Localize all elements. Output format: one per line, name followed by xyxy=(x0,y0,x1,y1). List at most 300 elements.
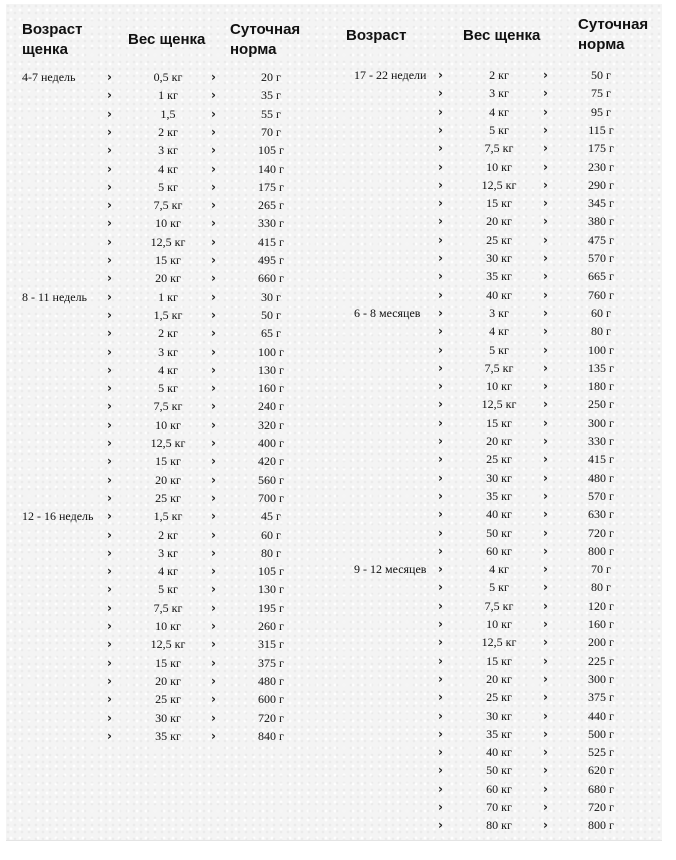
table-row xyxy=(0,395,676,413)
chevron-right-icon: › xyxy=(211,70,216,84)
chevron-right-icon: › xyxy=(438,141,443,156)
table-row xyxy=(0,341,676,359)
age-cell: 17 - 22 недели xyxy=(354,68,427,82)
weight-cell: 2 кг xyxy=(489,68,509,82)
right-header-norm-line2: норма xyxy=(578,36,625,53)
table-row xyxy=(0,249,676,267)
norm-cell: 130 г xyxy=(258,362,284,377)
chevron-right-icon: › xyxy=(107,490,112,505)
chevron-right-icon: › xyxy=(211,728,216,743)
chevron-right-icon: › xyxy=(543,214,548,229)
norm-cell: 500 г xyxy=(588,726,614,741)
chevron-right-icon: › xyxy=(107,619,112,633)
table-row xyxy=(0,688,676,706)
norm-cell: 570 г xyxy=(588,251,614,265)
table-row xyxy=(0,578,676,596)
norm-cell: 140 г xyxy=(258,161,284,176)
weight-cell: 2 кг xyxy=(158,326,178,341)
table-row xyxy=(0,798,676,816)
chevron-right-icon: › xyxy=(107,582,112,597)
weight-cell: 2 кг xyxy=(158,124,178,139)
norm-cell: 665 г xyxy=(588,269,614,284)
weight-cell: 50 кг xyxy=(486,763,512,778)
chevron-right-icon: › xyxy=(543,562,548,577)
norm-cell: 100 г xyxy=(258,344,284,359)
chevron-right-icon: › xyxy=(543,232,548,247)
table-row xyxy=(0,212,676,230)
table-row xyxy=(0,505,676,523)
norm-cell: 840 г xyxy=(258,728,284,743)
chevron-right-icon: › xyxy=(543,653,548,668)
chevron-right-icon: › xyxy=(211,454,216,469)
chevron-right-icon: › xyxy=(438,86,443,101)
table-row xyxy=(0,816,676,834)
chevron-right-icon: › xyxy=(543,269,548,284)
chevron-right-icon: › xyxy=(438,269,443,284)
chevron-right-icon: › xyxy=(438,196,443,211)
chevron-right-icon: › xyxy=(438,708,443,723)
norm-cell: 600 г xyxy=(258,692,284,707)
norm-cell: 180 г xyxy=(588,379,614,394)
weight-cell: 1,5 xyxy=(160,106,176,121)
norm-cell: 50 г xyxy=(261,307,281,322)
chevron-right-icon: › xyxy=(107,673,112,688)
chevron-right-icon: › xyxy=(211,326,216,341)
norm-cell: 95 г xyxy=(591,104,611,119)
chevron-right-icon: › xyxy=(438,68,443,82)
table-row xyxy=(0,633,676,651)
norm-cell: 60 г xyxy=(591,305,611,320)
weight-cell: 40 кг xyxy=(486,287,512,302)
right-header-weight: Вес щенка xyxy=(463,27,541,44)
chevron-right-icon: › xyxy=(543,452,548,467)
chevron-right-icon: › xyxy=(543,818,548,833)
chevron-right-icon: › xyxy=(107,655,112,670)
norm-cell: 115 г xyxy=(588,122,614,137)
norm-cell: 375 г xyxy=(588,690,614,705)
weight-cell: 25 кг xyxy=(486,452,512,467)
weight-cell: 15 кг xyxy=(155,454,181,469)
chevron-right-icon: › xyxy=(543,434,548,448)
weight-cell: 1,5 кг xyxy=(153,307,183,322)
table-row xyxy=(0,139,676,157)
chevron-right-icon: › xyxy=(211,362,216,377)
norm-cell: 315 г xyxy=(258,637,284,652)
chevron-right-icon: › xyxy=(543,324,548,339)
right-header-age: Возраст xyxy=(346,27,407,44)
chevron-right-icon: › xyxy=(438,653,443,668)
weight-cell: 4 кг xyxy=(158,161,178,176)
weight-cell: 12,5 кг xyxy=(150,436,186,450)
table-row xyxy=(0,286,676,304)
chevron-right-icon: › xyxy=(543,543,548,558)
chevron-right-icon: › xyxy=(211,198,216,213)
norm-cell: 330 г xyxy=(258,216,284,231)
age-cell: 12 - 16 недель xyxy=(22,509,94,524)
weight-cell: 4 кг xyxy=(489,324,509,339)
norm-cell: 400 г xyxy=(258,436,284,450)
chevron-right-icon: › xyxy=(438,177,443,192)
norm-cell: 475 г xyxy=(588,232,614,247)
chevron-right-icon: › xyxy=(211,417,216,432)
chevron-right-icon: › xyxy=(438,763,443,778)
chevron-right-icon: › xyxy=(107,362,112,377)
table-row xyxy=(0,194,676,212)
norm-cell: 420 г xyxy=(258,454,284,469)
chevron-right-icon: › xyxy=(438,671,443,686)
chevron-right-icon: › xyxy=(107,289,112,304)
norm-cell: 160 г xyxy=(258,381,284,396)
chevron-right-icon: › xyxy=(438,617,443,631)
chevron-right-icon: › xyxy=(211,289,216,304)
table-row xyxy=(0,103,676,121)
chevron-right-icon: › xyxy=(107,70,112,84)
chevron-right-icon: › xyxy=(107,399,112,414)
table-row xyxy=(0,121,676,139)
weight-cell: 10 кг xyxy=(486,159,512,174)
chevron-right-icon: › xyxy=(438,635,443,650)
table-row xyxy=(0,560,676,578)
chevron-right-icon: › xyxy=(211,710,216,725)
chevron-right-icon: › xyxy=(543,617,548,631)
weight-cell: 7,5 кг xyxy=(484,360,514,375)
table-row xyxy=(0,231,676,249)
norm-cell: 30 г xyxy=(261,289,281,304)
chevron-right-icon: › xyxy=(107,143,112,158)
weight-cell: 40 кг xyxy=(486,745,512,760)
chevron-right-icon: › xyxy=(438,470,443,485)
norm-cell: 800 г xyxy=(588,818,614,833)
chevron-right-icon: › xyxy=(107,545,112,560)
weight-cell: 3 кг xyxy=(158,545,178,560)
chevron-right-icon: › xyxy=(211,527,216,542)
weight-cell: 7,5 кг xyxy=(484,141,514,156)
table-row xyxy=(0,597,676,615)
weight-cell: 50 кг xyxy=(486,525,512,540)
weight-cell: 60 кг xyxy=(486,543,512,558)
chevron-right-icon: › xyxy=(107,253,112,267)
weight-cell: 7,5 кг xyxy=(153,600,183,615)
chevron-right-icon: › xyxy=(211,490,216,505)
weight-cell: 25 кг xyxy=(155,490,181,505)
left-header-weight: Вес щенка xyxy=(128,31,206,48)
norm-cell: 320 г xyxy=(258,417,284,432)
chevron-right-icon: › xyxy=(438,452,443,467)
norm-cell: 105 г xyxy=(258,564,284,579)
chevron-right-icon: › xyxy=(543,122,548,137)
norm-cell: 80 г xyxy=(591,324,611,339)
chevron-right-icon: › xyxy=(438,543,443,558)
table-row xyxy=(0,432,676,450)
weight-cell: 10 кг xyxy=(155,619,181,633)
weight-cell: 15 кг xyxy=(486,415,512,430)
chevron-right-icon: › xyxy=(107,509,112,524)
norm-cell: 45 г xyxy=(261,509,281,524)
norm-cell: 160 г xyxy=(588,617,614,631)
chevron-right-icon: › xyxy=(438,324,443,339)
chevron-right-icon: › xyxy=(438,507,443,522)
weight-cell: 20 кг xyxy=(486,434,512,448)
weight-cell: 12,5 кг xyxy=(481,635,517,650)
weight-cell: 15 кг xyxy=(155,253,181,267)
weight-cell: 20 кг xyxy=(155,472,181,487)
norm-cell: 720 г xyxy=(588,525,614,540)
weight-cell: 60 кг xyxy=(486,781,512,796)
chevron-right-icon: › xyxy=(107,124,112,139)
norm-cell: 265 г xyxy=(258,198,284,213)
table-row xyxy=(0,652,676,670)
age-cell: 6 - 8 месяцев xyxy=(354,305,421,320)
chevron-right-icon: › xyxy=(438,415,443,430)
table-row xyxy=(0,780,676,798)
norm-cell: 440 г xyxy=(588,708,614,723)
chevron-right-icon: › xyxy=(107,271,112,286)
age-cell: 9 - 12 месяцев xyxy=(354,562,427,577)
chevron-right-icon: › xyxy=(438,781,443,796)
table-row xyxy=(0,487,676,505)
weight-cell: 30 кг xyxy=(486,470,512,485)
chevron-right-icon: › xyxy=(107,600,112,615)
weight-cell: 3 кг xyxy=(158,344,178,359)
table-row xyxy=(0,670,676,688)
norm-cell: 70 г xyxy=(591,562,611,577)
chevron-right-icon: › xyxy=(211,436,216,450)
table-row xyxy=(0,743,676,761)
weight-cell: 7,5 кг xyxy=(484,598,514,613)
norm-cell: 65 г xyxy=(261,326,281,341)
chevron-right-icon: › xyxy=(543,745,548,760)
norm-cell: 680 г xyxy=(588,781,614,796)
chevron-right-icon: › xyxy=(211,271,216,286)
weight-cell: 35 кг xyxy=(486,488,512,503)
chevron-right-icon: › xyxy=(543,86,548,101)
chevron-right-icon: › xyxy=(438,305,443,320)
table-row xyxy=(0,84,676,102)
norm-cell: 415 г xyxy=(588,452,614,467)
chevron-right-icon: › xyxy=(438,214,443,229)
table-row xyxy=(0,707,676,725)
chevron-right-icon: › xyxy=(211,106,216,121)
chevron-right-icon: › xyxy=(107,436,112,450)
chevron-right-icon: › xyxy=(438,232,443,247)
chevron-right-icon: › xyxy=(107,637,112,652)
weight-cell: 1,5 кг xyxy=(153,509,183,524)
chevron-right-icon: › xyxy=(543,305,548,320)
norm-cell: 60 г xyxy=(261,527,281,542)
norm-cell: 525 г xyxy=(588,745,614,760)
chevron-right-icon: › xyxy=(107,710,112,725)
left-header-norm-line1: Суточная xyxy=(230,21,301,38)
chevron-right-icon: › xyxy=(107,198,112,213)
norm-cell: 495 г xyxy=(258,253,284,267)
weight-cell: 70 кг xyxy=(486,800,512,814)
chevron-right-icon: › xyxy=(438,287,443,302)
chevron-right-icon: › xyxy=(543,251,548,265)
norm-cell: 630 г xyxy=(588,507,614,522)
chevron-right-icon: › xyxy=(107,216,112,231)
chevron-right-icon: › xyxy=(107,472,112,487)
table-row xyxy=(0,414,676,432)
chevron-right-icon: › xyxy=(211,619,216,633)
chevron-right-icon: › xyxy=(438,745,443,760)
chevron-right-icon: › xyxy=(107,88,112,103)
table-row xyxy=(0,359,676,377)
weight-cell: 10 кг xyxy=(486,379,512,394)
chevron-right-icon: › xyxy=(543,580,548,595)
weight-cell: 5 кг xyxy=(489,580,509,595)
weight-cell: 5 кг xyxy=(489,342,509,357)
weight-cell: 3 кг xyxy=(489,86,509,101)
norm-cell: 560 г xyxy=(258,472,284,487)
chevron-right-icon: › xyxy=(438,488,443,503)
norm-cell: 380 г xyxy=(588,214,614,229)
chevron-right-icon: › xyxy=(543,470,548,485)
weight-cell: 2 кг xyxy=(158,527,178,542)
table-row xyxy=(0,304,676,322)
weight-cell: 1 кг xyxy=(158,289,178,304)
norm-cell: 55 г xyxy=(261,106,281,121)
chevron-right-icon: › xyxy=(211,143,216,158)
chevron-right-icon: › xyxy=(438,690,443,705)
weight-cell: 0,5 кг xyxy=(153,70,183,84)
chevron-right-icon: › xyxy=(438,360,443,375)
norm-cell: 760 г xyxy=(588,287,614,302)
chevron-right-icon: › xyxy=(543,800,548,814)
weight-cell: 20 кг xyxy=(486,671,512,686)
chevron-right-icon: › xyxy=(438,104,443,119)
weight-cell: 10 кг xyxy=(155,417,181,432)
table-row xyxy=(0,267,676,285)
norm-cell: 225 г xyxy=(588,653,614,668)
weight-cell: 35 кг xyxy=(155,728,181,743)
norm-cell: 345 г xyxy=(588,196,614,211)
chevron-right-icon: › xyxy=(211,545,216,560)
chevron-right-icon: › xyxy=(211,307,216,322)
weight-cell: 20 кг xyxy=(155,673,181,688)
chevron-right-icon: › xyxy=(438,122,443,137)
chevron-right-icon: › xyxy=(211,234,216,249)
norm-cell: 415 г xyxy=(258,234,284,249)
age-cell: 8 - 11 недель xyxy=(22,289,88,304)
weight-cell: 30 кг xyxy=(486,251,512,265)
chevron-right-icon: › xyxy=(107,527,112,542)
chevron-right-icon: › xyxy=(107,728,112,743)
norm-cell: 800 г xyxy=(588,543,614,558)
weight-cell: 15 кг xyxy=(486,653,512,668)
chevron-right-icon: › xyxy=(211,692,216,707)
weight-cell: 10 кг xyxy=(155,216,181,231)
chevron-right-icon: › xyxy=(438,562,443,577)
chevron-right-icon: › xyxy=(543,68,548,82)
chevron-right-icon: › xyxy=(543,763,548,778)
norm-cell: 100 г xyxy=(588,342,614,357)
chevron-right-icon: › xyxy=(211,253,216,267)
chevron-right-icon: › xyxy=(543,159,548,174)
weight-cell: 5 кг xyxy=(158,381,178,396)
norm-cell: 130 г xyxy=(258,582,284,597)
chevron-right-icon: › xyxy=(211,564,216,579)
weight-cell: 12,5 кг xyxy=(481,397,517,412)
norm-cell: 175 г xyxy=(258,179,284,194)
chevron-right-icon: › xyxy=(543,488,548,503)
weight-cell: 12,5 кг xyxy=(150,637,186,652)
chevron-right-icon: › xyxy=(543,598,548,613)
chevron-right-icon: › xyxy=(438,159,443,174)
weight-cell: 30 кг xyxy=(486,708,512,723)
weight-cell: 35 кг xyxy=(486,269,512,284)
weight-cell: 25 кг xyxy=(155,692,181,707)
chevron-right-icon: › xyxy=(543,507,548,522)
chevron-right-icon: › xyxy=(211,673,216,688)
norm-cell: 720 г xyxy=(588,800,614,814)
norm-cell: 135 г xyxy=(588,360,614,375)
chevron-right-icon: › xyxy=(107,179,112,194)
chevron-right-icon: › xyxy=(107,106,112,121)
norm-cell: 75 г xyxy=(591,86,611,101)
norm-cell: 260 г xyxy=(258,619,284,633)
chevron-right-icon: › xyxy=(211,509,216,524)
weight-cell: 25 кг xyxy=(486,232,512,247)
chevron-right-icon: › xyxy=(543,379,548,394)
chevron-right-icon: › xyxy=(438,251,443,265)
chevron-right-icon: › xyxy=(543,397,548,412)
weight-cell: 4 кг xyxy=(489,104,509,119)
chevron-right-icon: › xyxy=(211,381,216,396)
chevron-right-icon: › xyxy=(543,781,548,796)
table-row xyxy=(0,322,676,340)
weight-cell: 15 кг xyxy=(155,655,181,670)
weight-cell: 5 кг xyxy=(158,179,178,194)
right-header-norm-line1: Суточная xyxy=(578,16,649,33)
norm-cell: 35 г xyxy=(261,88,281,103)
left-header-age-line2: щенка xyxy=(22,41,68,58)
norm-cell: 250 г xyxy=(588,397,614,412)
chevron-right-icon: › xyxy=(211,161,216,176)
norm-cell: 300 г xyxy=(588,671,614,686)
chevron-right-icon: › xyxy=(107,234,112,249)
chevron-right-icon: › xyxy=(438,580,443,595)
norm-cell: 480 г xyxy=(588,470,614,485)
chevron-right-icon: › xyxy=(211,344,216,359)
chevron-right-icon: › xyxy=(211,216,216,231)
weight-cell: 15 кг xyxy=(486,196,512,211)
weight-cell: 12,5 кг xyxy=(481,177,517,192)
table-row xyxy=(0,761,676,779)
norm-cell: 80 г xyxy=(591,580,611,595)
chevron-right-icon: › xyxy=(438,397,443,412)
weight-cell: 4 кг xyxy=(489,562,509,577)
chevron-right-icon: › xyxy=(211,124,216,139)
weight-cell: 4 кг xyxy=(158,362,178,377)
weight-cell: 40 кг xyxy=(486,507,512,522)
chevron-right-icon: › xyxy=(438,434,443,448)
weight-cell: 10 кг xyxy=(486,617,512,631)
chevron-right-icon: › xyxy=(543,726,548,741)
weight-cell: 30 кг xyxy=(155,710,181,725)
table-row xyxy=(0,542,676,560)
chevron-right-icon: › xyxy=(107,161,112,176)
chevron-right-icon: › xyxy=(211,179,216,194)
chevron-right-icon: › xyxy=(543,177,548,192)
norm-cell: 570 г xyxy=(588,488,614,503)
chevron-right-icon: › xyxy=(543,415,548,430)
chevron-right-icon: › xyxy=(107,344,112,359)
table-row xyxy=(0,66,676,84)
norm-cell: 330 г xyxy=(588,434,614,448)
norm-cell: 230 г xyxy=(588,159,614,174)
weight-cell: 1 кг xyxy=(158,88,178,103)
chevron-right-icon: › xyxy=(438,525,443,540)
